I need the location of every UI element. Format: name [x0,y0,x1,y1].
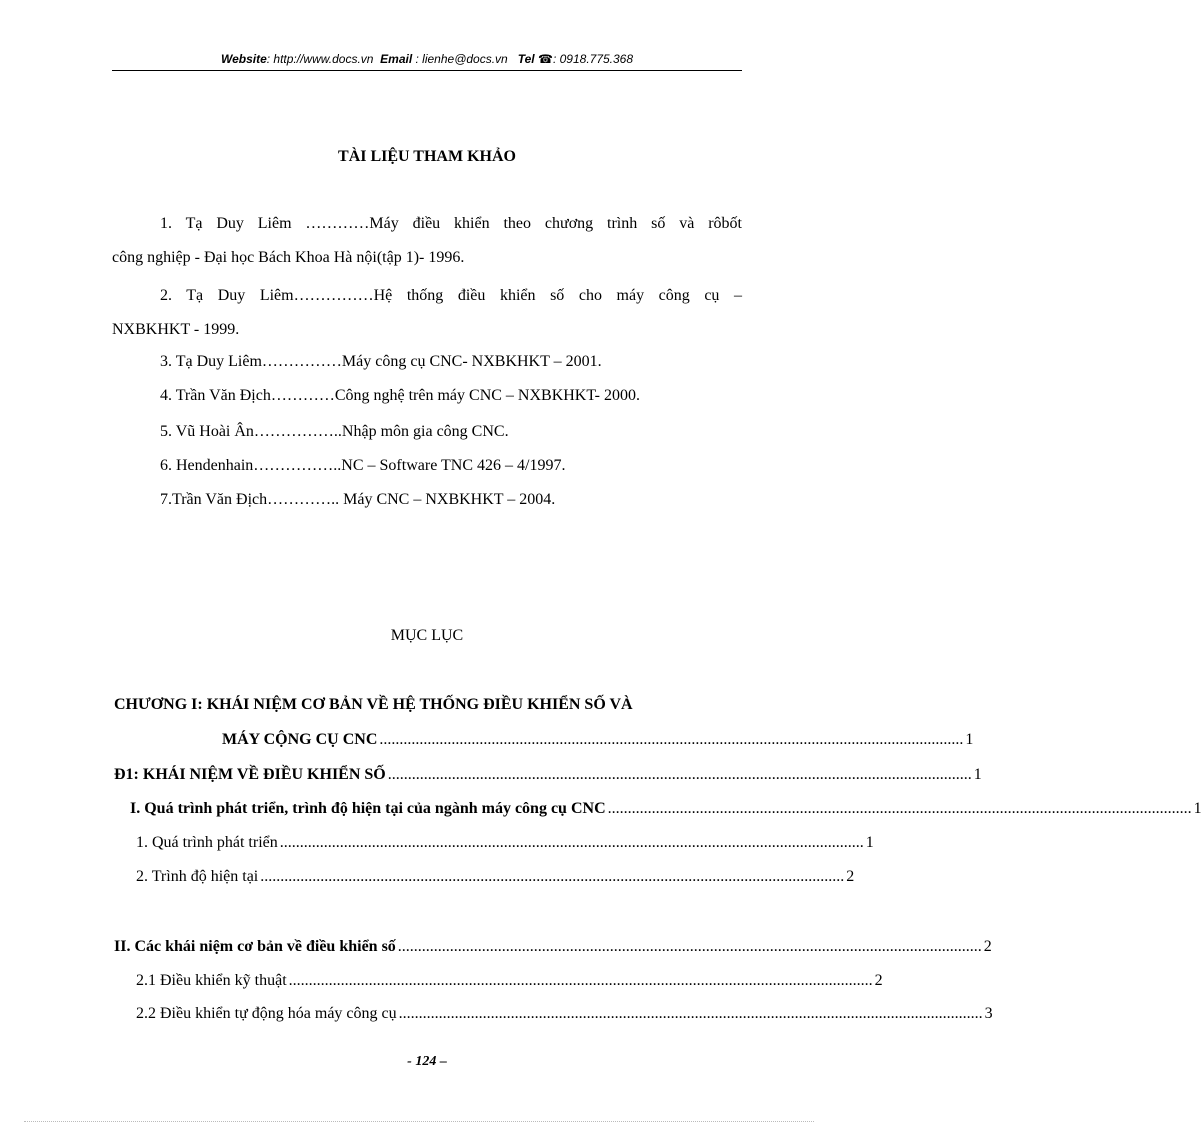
reference-item-5: 5. Vũ Hoài Ân……………..Nhập môn gia công CNC. [160,423,509,440]
toc-leader-dots: .................................................................................................................................................. [288,972,873,989]
reference-item-3: 3. Tạ Duy Liêm……………Máy công cụ CNC- NXBKHKT – 2001. [160,353,602,370]
toc-entry-page: 2 [983,938,992,955]
toc-entry-page: 1 [1193,800,1202,817]
toc-entry-page: 1 [973,766,982,783]
page-bottom-divider [24,1121,814,1122]
reference-item-1-line2: công nghiệp - Đại học Bách Khoa Hà nội(tập 1)- 1996. [112,249,465,266]
reference-item-2-line2: NXBKHKT - 1999. [112,321,240,338]
reference-item-1 [112,214,742,268]
reference-item-4: 4. Trần Văn Địch…………Công nghệ trên máy CNC – NXBKHKT- 2000. [160,387,640,404]
toc-leader-dots: .................................................................................................................................................. [387,766,972,783]
toc-entry[interactable] [136,971,883,991]
toc-entry[interactable] [114,937,992,957]
toc-entry[interactable] [136,1004,993,1024]
toc-entry-text: 2.1 Điều khiển kỹ thuật [136,972,287,989]
reference-item-1-line1: 1. Tạ Duy Liêm …………Máy điều khiển theo chương trình số và rôbốt [160,215,742,232]
toc-entry-page: 1 [865,834,874,851]
reference-item-2-line1: 2. Tạ Duy Liêm……………Hệ thống điều khiển số cho máy công cụ – [160,287,742,304]
reference-item-6: 6. Hendenhain……………..NC – Software TNC 426 – 4/1997. [160,457,566,474]
reference-item-7: 7.Trần Văn Địch………….. Máy CNC – NXBKHKT – 2004. [160,491,556,508]
header-divider [112,70,742,71]
toc-entry-text: I. Quá trình phát triển, trình độ hiện tại của ngành máy công cụ CNC [130,800,606,817]
email-value: : lienhe@docs.vn [415,52,508,66]
reference-item-2 [112,286,742,340]
toc-leader-dots: .................................................................................................................................................. [260,868,845,885]
references-title: TÀI LIỆU THAM KHẢO [338,148,516,165]
toc-leader-dots: .................................................................................................................................................. [397,938,982,955]
toc-entry[interactable] [136,867,855,887]
toc-leader-dots: .................................................................................................................................................. [279,834,864,851]
website-label: Website [220,52,267,66]
toc-chapter-heading: CHƯƠNG I: KHÁI NIỆM CƠ BẢN VỀ HỆ THỐNG ĐIỀU KHIỂN SỐ VÀ [114,696,633,713]
toc-entry[interactable] [130,799,1202,819]
toc-entry-page: 2 [846,868,855,885]
toc-leader-dots: .................................................................................................................................................. [398,1005,983,1022]
toc-entry-text: 1. Quá trình phát triển [136,834,278,851]
toc-entry[interactable] [136,833,874,853]
toc-entry-text: II. Các khái niệm cơ bản về điều khiển số [114,938,396,955]
toc-entry-text: MÁY CỘNG CỤ CNC [222,731,378,748]
toc-title: MỤC LỤC [390,627,464,644]
toc-entry-page: 2 [874,972,883,989]
telephone-icon: ☎ [538,52,553,66]
toc-entry[interactable] [222,730,974,750]
tel-value: : 0918.775.368 [552,52,634,66]
email-label: Email [380,52,413,66]
toc-entry-page: 1 [965,731,974,748]
page-number: - 124 – [407,1054,447,1069]
toc-leader-dots: .................................................................................................................................................. [379,731,964,748]
website-value: : http://www.docs.vn [266,52,374,66]
toc-entry-text: 2. Trình độ hiện tại [136,868,259,885]
toc-entry-text: 2.2 Điều khiển tự động hóa máy công cụ [136,1005,397,1022]
toc-leader-dots: .................................................................................................................................................. [607,800,1192,817]
toc-entry-text: Đ1: KHÁI NIỆM VỀ ĐIỀU KHIỂN SỐ [114,766,386,783]
toc-entry[interactable] [114,765,982,785]
page-header [112,50,742,68]
tel-label: Tel [517,52,535,66]
toc-entry-page: 3 [984,1005,993,1022]
